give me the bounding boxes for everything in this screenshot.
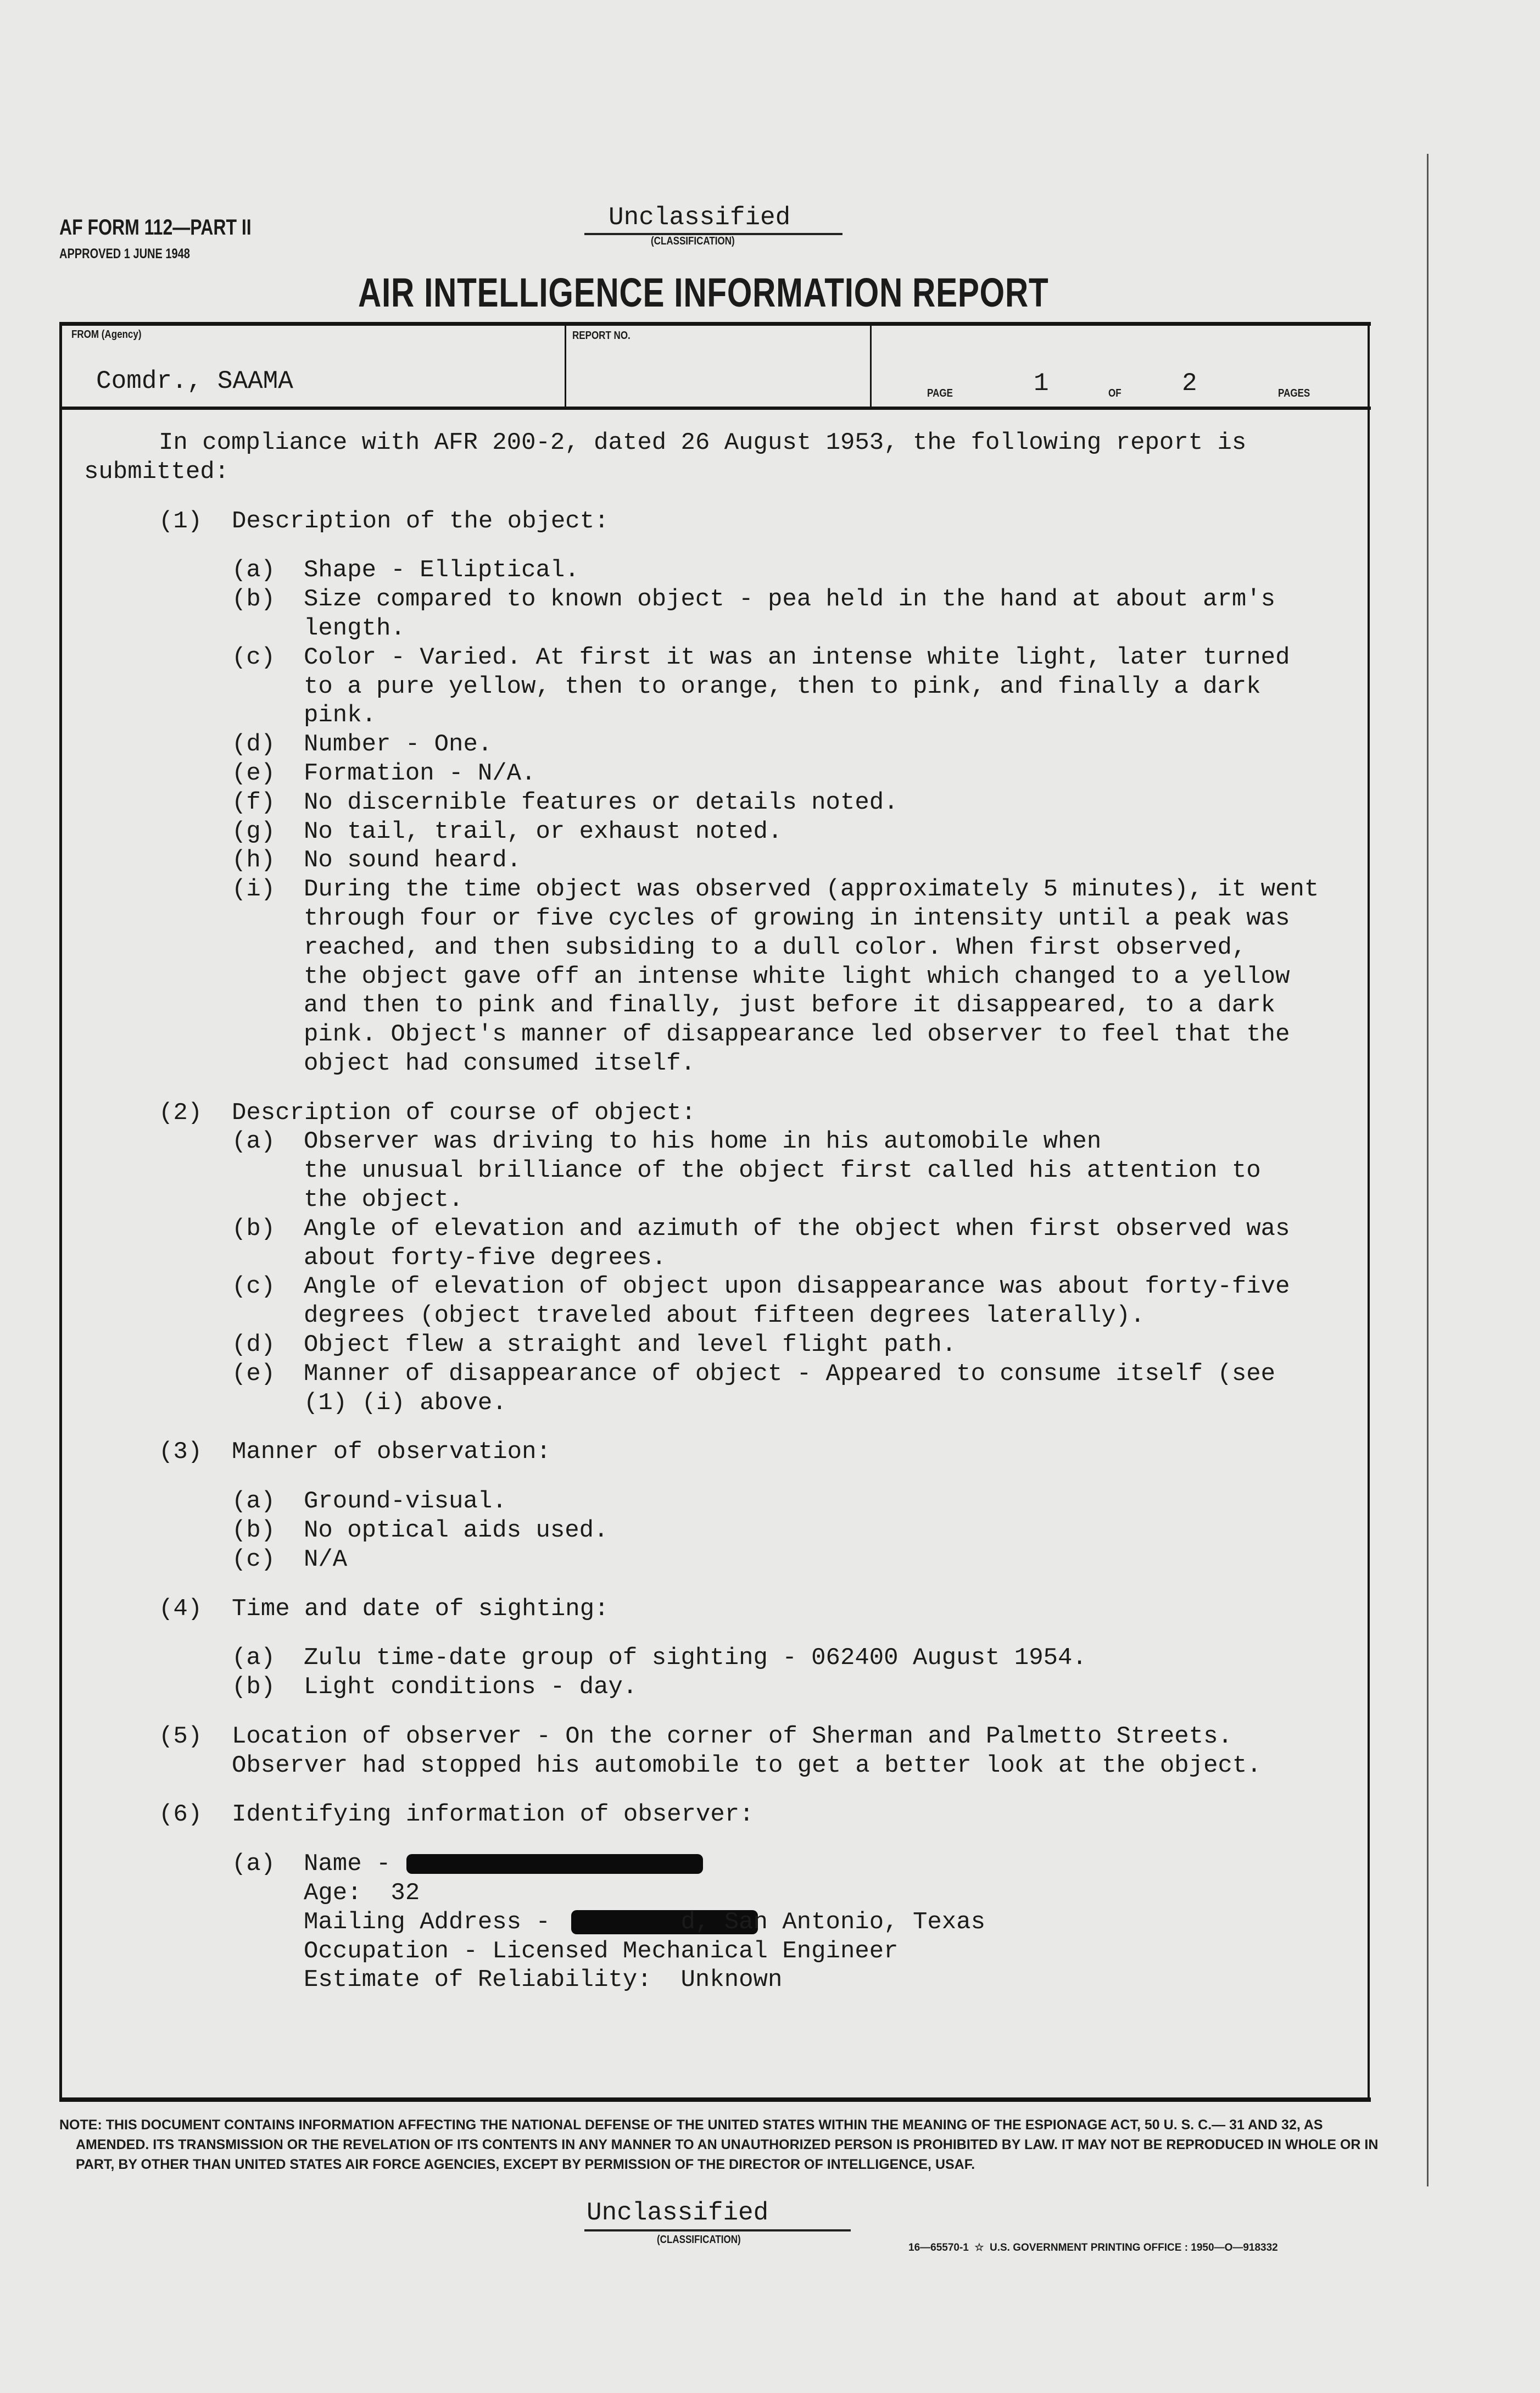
- item-text: (1) (i) above.: [304, 1389, 507, 1417]
- section-number: (5): [159, 1722, 203, 1750]
- box-left-border: [59, 322, 62, 2102]
- item-text: Number - One.: [304, 731, 493, 759]
- classification-caption-top: (CLASSIFICATION): [651, 235, 735, 247]
- page-label: PAGE: [927, 387, 953, 399]
- item-text: Age: 32: [304, 1879, 420, 1907]
- item-text: object had consumed itself.: [304, 1049, 695, 1077]
- item-label: (a): [232, 556, 276, 585]
- box-top-border: [59, 322, 1371, 326]
- item-label: (f): [232, 788, 276, 816]
- item-text: degrees (object traveled about fifteen degrees laterally).: [304, 1302, 1145, 1330]
- item-text: the unusual brilliance of the object first called his attention to: [304, 1157, 1261, 1185]
- item-text: Object flew a straight and level flight path.: [304, 1331, 957, 1359]
- item-text: reached, and then subsiding to a dull color. When first observed,: [304, 933, 1247, 961]
- section-heading: Identifying information of observer:: [232, 1801, 754, 1829]
- item-text: No tail, trail, or exhaust noted.: [304, 817, 783, 845]
- item-text: pink. Object's manner of disappearance led observer to feel that the: [304, 1021, 1290, 1049]
- security-note: NOTE: THIS DOCUMENT CONTAINS INFORMATION AFFECTING THE NATIONAL DEFENSE OF THE UNITED STATES WITHIN THE MEANING OF THE ESPIONAGE ACT, 50 U. S. C.— 31 AND 32, AS AMENDED. ITS TRANSMISSION OR THE REVELATION OF ITS CONTENTS IN ANY MANNER TO AN UNAUTHORIZED PERSON IS PROHIBITED BY LAW. IT MAY NOT BE REPRODUCED IN WHOLE OR IN PART, BY OTHER THAN UNITED STATES AIR FORCE AGENCIES, EXCEPT BY PERMISSION OF THE DIRECTOR OF INTELLIGENCE, USAF.: [59, 2117, 1379, 2172]
- item-label: (d): [232, 1331, 276, 1359]
- item-label: (d): [232, 731, 276, 759]
- item-label: (e): [232, 1360, 276, 1388]
- item-text: length.: [304, 614, 405, 642]
- of-label: OF: [1108, 387, 1121, 399]
- item-text: the object.: [304, 1186, 464, 1214]
- item-text: Observer was driving to his home in his automobile when: [304, 1128, 1102, 1156]
- column-divider: [870, 325, 872, 408]
- section-number: (6): [159, 1801, 203, 1829]
- section-heading: Description of course of object:: [232, 1099, 696, 1127]
- item-text: No sound heard.: [304, 847, 522, 875]
- item-label: (e): [232, 759, 276, 787]
- report-no-label: REPORT NO.: [572, 330, 630, 342]
- item-text: Formation - N/A.: [304, 759, 536, 787]
- section-number: (3): [159, 1438, 203, 1466]
- item-label: (a): [232, 1644, 276, 1672]
- redaction-name: [406, 1854, 703, 1874]
- item-text: No optical aids used.: [304, 1517, 609, 1544]
- item-text: Light conditions - day.: [304, 1673, 638, 1701]
- box-bottom-border: [59, 2097, 1371, 2102]
- intro-line: submitted:: [84, 458, 230, 486]
- column-divider: [565, 325, 566, 408]
- item-label: (b): [232, 586, 276, 614]
- page-title: AIR INTELLIGENCE INFORMATION REPORT: [358, 270, 1049, 315]
- item-text: pink.: [304, 702, 377, 730]
- item-label: (h): [232, 847, 276, 875]
- item-text: During the time object was observed (approximately 5 minutes), it went: [304, 876, 1319, 904]
- approval-date: APPROVED 1 JUNE 1948: [59, 246, 190, 261]
- header-row-border: [59, 407, 1371, 410]
- item-text: Color - Varied. At first it was an intense white light, later turned: [304, 643, 1290, 671]
- item-label: (a): [232, 1128, 276, 1156]
- intro-line: In compliance with AFR 200-2, dated 26 August 1953, the following report is: [159, 429, 1247, 457]
- section-heading: Location of observer - On the corner of Sherman and Palmetto Streets.: [232, 1722, 1232, 1750]
- item-label: (c): [232, 1273, 276, 1301]
- item-label: (g): [232, 817, 276, 845]
- section-heading: Manner of observation:: [232, 1438, 551, 1466]
- item-text: the object gave off an intense white light which changed to a yellow: [304, 962, 1290, 990]
- from-value: Comdr., SAAMA: [96, 367, 293, 396]
- item-text: Occupation - Licensed Mechanical Engineer: [304, 1937, 899, 1965]
- total-pages: 2: [1182, 369, 1197, 398]
- section-continuation: Observer had stopped his automobile to get a better look at the object.: [232, 1751, 1262, 1779]
- item-label: (b): [232, 1215, 276, 1243]
- item-label: (i): [232, 876, 276, 904]
- printing-office-imprint: 16—65570-1 ☆ U.S. GOVERNMENT PRINTING OFFICE : 1950—O—918332: [908, 2242, 1278, 2253]
- classification-top: Unclassified: [609, 203, 791, 232]
- item-label: (a): [232, 1488, 276, 1516]
- item-text: Estimate of Reliability: Unknown: [304, 1966, 783, 1994]
- pages-label: PAGES: [1278, 387, 1310, 399]
- section-number: (2): [159, 1099, 203, 1127]
- item-label: (c): [232, 1545, 276, 1573]
- item-label: (b): [232, 1517, 276, 1544]
- item-text: and then to pink and finally, just before it disappeared, to a dark: [304, 992, 1276, 1020]
- item-text: No discernible features or details noted.: [304, 788, 899, 816]
- classification-bottom: Unclassified: [587, 2199, 769, 2227]
- item-text: Size compared to known object - pea held in the hand at about arm's: [304, 586, 1276, 614]
- item-text: Name -: [304, 1850, 405, 1878]
- box-right-border: [1368, 322, 1370, 2102]
- page-number: 1: [1034, 369, 1049, 398]
- item-text: Zulu time-date group of sighting - 062400 August 1954.: [304, 1644, 1087, 1672]
- item-text: Manner of disappearance of object - Appeared to consume itself (see: [304, 1360, 1276, 1388]
- classification-caption-bottom: (CLASSIFICATION): [657, 2234, 741, 2246]
- section-heading: Description of the object:: [232, 507, 609, 535]
- item-text: Mailing Address - d, San Antonio, Texas: [304, 1908, 986, 1936]
- section-heading: Time and date of sighting:: [232, 1595, 609, 1623]
- item-text: about forty-five degrees.: [304, 1244, 667, 1272]
- classification-underline-bottom: [584, 2229, 851, 2231]
- item-label: (c): [232, 643, 276, 671]
- section-number: (4): [159, 1595, 203, 1623]
- item-text: to a pure yellow, then to orange, then to pink, and finally a dark: [304, 672, 1261, 700]
- item-text: Angle of elevation of object upon disappearance was about forty-five: [304, 1273, 1290, 1301]
- item-text: N/A: [304, 1545, 348, 1573]
- item-text: Shape - Elliptical.: [304, 556, 579, 585]
- form-id: AF FORM 112—PART II: [59, 215, 252, 240]
- page-edge-line: [1427, 154, 1429, 2186]
- section-number: (1): [159, 507, 203, 535]
- item-text: through four or five cycles of growing in intensity until a peak was: [304, 904, 1290, 932]
- item-label: (a): [232, 1850, 276, 1878]
- item-label: (b): [232, 1673, 276, 1701]
- from-label: FROM (Agency): [71, 329, 142, 341]
- item-text: Angle of elevation and azimuth of the object when first observed was: [304, 1215, 1290, 1243]
- item-text: Ground-visual.: [304, 1488, 507, 1516]
